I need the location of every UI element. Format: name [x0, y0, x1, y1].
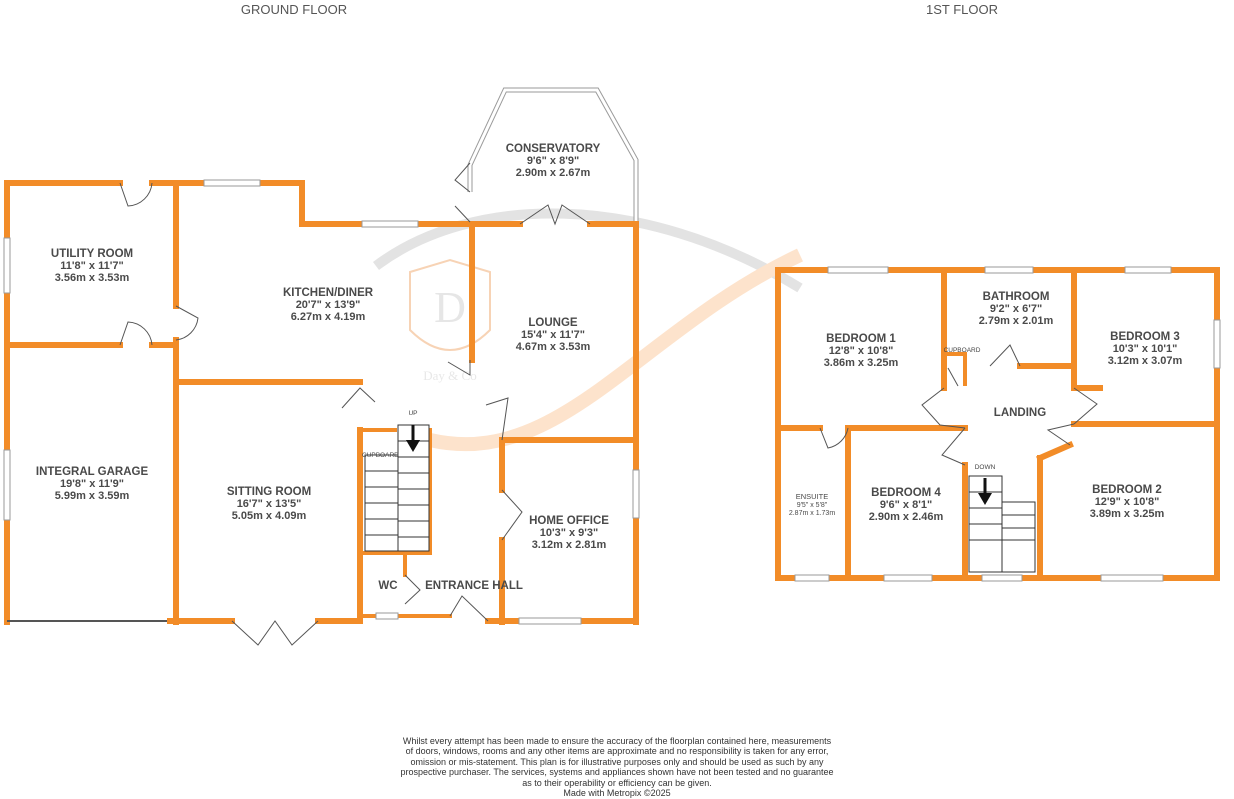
room-name: INTEGRAL GARAGE	[35, 466, 149, 478]
room-dimensions-metric: 2.90m x 2.46m	[868, 511, 944, 523]
window	[1101, 575, 1163, 581]
room-dimensions-imperial: 16'7" x 13'5"	[236, 498, 302, 510]
ground-floor-plan	[4, 90, 639, 645]
window	[884, 575, 932, 581]
room-lounge	[516, 317, 591, 353]
metropix-credit: Made with Metropix ©2025	[563, 788, 671, 799]
window	[204, 180, 260, 186]
window	[633, 470, 639, 518]
watermark-letter: D	[434, 283, 466, 332]
disclaimer-line: of doors, windows, rooms and any other items are approximate and no responsibility is taken for any error,	[405, 746, 829, 757]
door-swing-icon	[942, 428, 965, 465]
disclaimer-line: Whilst every attempt has been made to ensure the accuracy of the floorplan contained here, measurements	[402, 736, 832, 746]
room-dimensions-metric: 6.27m x 4.19m	[290, 311, 366, 323]
room-dimensions-imperial: 9'6" x 8'9"	[526, 155, 580, 167]
room-name: LOUNGE	[528, 317, 578, 329]
door-swing-icon	[176, 306, 198, 340]
room-office	[529, 515, 609, 551]
door-swing-icon	[342, 388, 375, 408]
room-sitting	[227, 486, 311, 522]
stairs-down-label: DOWN	[974, 464, 996, 471]
disclaimer	[367, 736, 867, 798]
room-dimensions-imperial: 9'6" x 8'1"	[879, 499, 933, 511]
ground-floor-title: GROUND FLOOR	[240, 2, 348, 17]
room-dimensions-imperial: 20'7" x 13'9"	[295, 299, 361, 311]
window	[982, 575, 1022, 581]
room-dimensions-metric: 2.79m x 2.01m	[978, 315, 1054, 327]
room-bathroom	[979, 291, 1054, 327]
room-kitchen	[283, 287, 374, 323]
room-entrance-name: ENTRANCE HALL	[425, 580, 523, 592]
room-dimensions-imperial: 19'8" x 11'9"	[60, 478, 124, 490]
room-dimensions-metric: 5.99m x 3.59m	[54, 490, 130, 502]
room-dimensions-imperial: 10'3" x 9'3"	[539, 527, 599, 539]
door-swing-icon	[948, 368, 958, 386]
room-dimensions-metric: 3.12m x 3.07m	[1107, 355, 1183, 367]
stairs-up-label: UP	[408, 410, 418, 417]
room-conservatory	[506, 143, 601, 179]
room-name: BATHROOM	[982, 291, 1050, 303]
room-ensuite	[789, 492, 835, 517]
room-dimensions-metric: 2.87m x 1.73m	[788, 510, 836, 517]
room-bedroom3	[1108, 331, 1183, 367]
cupboard-label-ground: CUPBOARD	[362, 452, 399, 459]
window	[795, 575, 829, 581]
room-name: SITTING ROOM	[226, 486, 312, 498]
window	[1125, 267, 1171, 273]
room-dimensions-imperial: 9'5" x 5'8"	[796, 502, 828, 509]
room-dimensions-imperial: 10'3" x 10'1"	[1112, 343, 1178, 355]
room-dimensions-metric: 3.56m x 3.53m	[54, 272, 130, 284]
window	[4, 450, 10, 520]
door-swing-icon	[922, 388, 965, 428]
first-staircase	[969, 476, 1035, 572]
room-landing-name: LANDING	[993, 407, 1047, 419]
room-bedroom2	[1090, 484, 1165, 520]
ground-doors	[120, 163, 590, 645]
room-name: BEDROOM 1	[826, 333, 896, 345]
room-dimensions-metric: 4.67m x 3.53m	[515, 341, 591, 353]
room-name: KITCHEN/DINER	[282, 287, 374, 299]
room-name: BEDROOM 2	[1092, 484, 1162, 496]
disclaimer-line: as to their operability or efficiency can be given.	[522, 777, 712, 788]
room-dimensions-imperial: 12'8" x 10'8"	[828, 345, 894, 357]
window	[519, 618, 581, 624]
door-swing-icon	[820, 428, 848, 448]
cupboard-label-first: CUPBOARD	[943, 347, 981, 354]
room-dimensions-imperial: 15'4" x 11'7"	[521, 329, 585, 341]
window	[985, 267, 1033, 273]
room-dimensions-imperial: 9'2" x 6'7"	[989, 303, 1043, 315]
room-wc-name: WC	[378, 580, 398, 592]
disclaimer-line: prospective purchaser. The services, systems and appliances shown have not been tested and no guarantee	[400, 767, 834, 778]
first-floor-title: 1ST FLOOR	[925, 2, 999, 17]
room-name: BEDROOM 4	[871, 487, 941, 499]
window	[828, 267, 888, 273]
room-bedroom1	[824, 333, 899, 369]
door-swing-icon	[990, 345, 1020, 366]
door-swing-icon	[120, 322, 152, 345]
watermark	[376, 213, 800, 444]
watermark-swoosh-orange	[430, 255, 800, 444]
ground-staircase	[365, 425, 429, 551]
room-bedroom4	[869, 487, 944, 523]
room-dimensions-imperial: 12'9" x 10'8"	[1094, 496, 1160, 508]
ground-windows	[4, 180, 639, 624]
room-name: ENSUITE	[795, 492, 829, 501]
first-floor-plan	[778, 267, 1220, 581]
window	[1214, 320, 1220, 368]
room-name: HOME OFFICE	[529, 515, 609, 527]
window	[4, 238, 10, 293]
door-swing-icon	[455, 206, 470, 222]
room-utility	[51, 248, 133, 284]
door-swing-icon	[405, 575, 420, 604]
window	[362, 221, 418, 227]
front-door-icon	[450, 596, 488, 621]
room-name: CONSERVATORY	[505, 143, 601, 155]
room-dimensions-metric: 3.86m x 3.25m	[823, 357, 899, 369]
door-swing-icon	[1074, 388, 1097, 424]
watermark-name: Day & Co	[423, 368, 477, 383]
room-dimensions-metric: 2.90m x 2.67m	[515, 167, 591, 179]
door-swing-icon	[502, 490, 522, 540]
disclaimer-line: omission or mis-statement. This plan is for illustrative purposes only and should be used as such by any	[410, 756, 824, 767]
double-door-icon	[232, 621, 318, 645]
window	[376, 613, 398, 619]
door-swing-icon	[120, 183, 152, 206]
room-dimensions-imperial: 11'8" x 11'7"	[60, 260, 124, 272]
room-garage	[36, 466, 149, 502]
room-dimensions-metric: 5.05m x 4.09m	[231, 510, 307, 522]
room-name: BEDROOM 3	[1110, 331, 1180, 343]
room-name: UTILITY ROOM	[50, 248, 134, 260]
room-dimensions-metric: 3.12m x 2.81m	[531, 539, 607, 551]
room-dimensions-metric: 3.89m x 3.25m	[1089, 508, 1165, 520]
